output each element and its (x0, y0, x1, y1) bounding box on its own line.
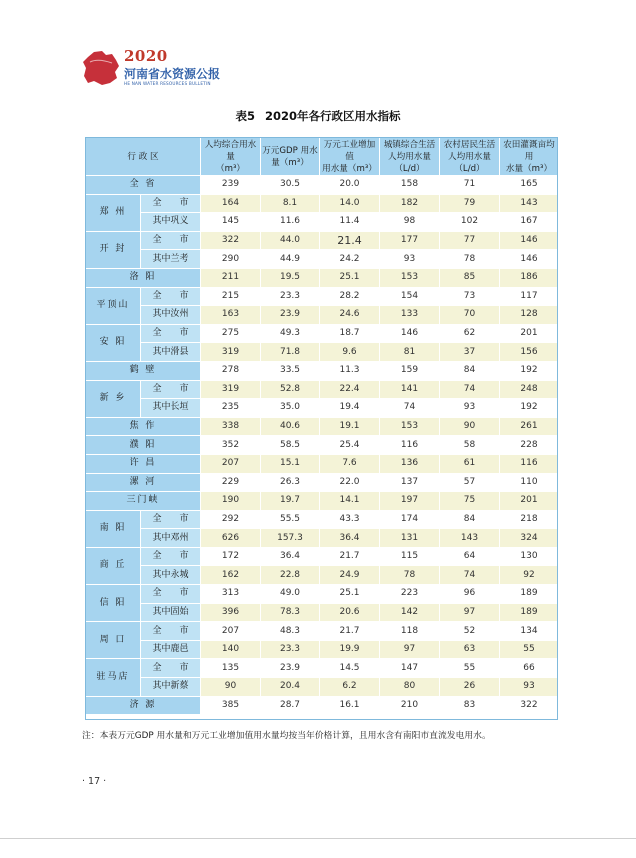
table-row (86, 659, 559, 678)
value-cell: 156 (500, 343, 559, 362)
value-cell: 154 (380, 287, 440, 306)
value-cell: 290 (201, 250, 261, 269)
value-cell: 146 (500, 231, 559, 250)
region-cell: 开 封 (86, 231, 141, 268)
value-cell: 28.2 (320, 287, 380, 306)
value-cell: 21.4 (320, 231, 380, 250)
value-cell: 163 (201, 306, 261, 325)
value-cell: 141 (380, 380, 440, 399)
value-cell: 37 (440, 343, 500, 362)
value-cell: 24.6 (320, 306, 380, 325)
value-cell: 128 (500, 306, 559, 325)
value-cell: 135 (201, 659, 261, 678)
subregion-cell: 全 市 (141, 231, 201, 250)
value-cell: 396 (201, 603, 261, 622)
region-cell: 漯 河 (86, 473, 201, 492)
table-row (86, 547, 559, 566)
value-cell: 58.5 (261, 436, 320, 455)
value-cell: 18.7 (320, 324, 380, 343)
subregion-cell: 其中兰考 (141, 250, 201, 269)
table-row (86, 492, 559, 511)
value-cell: 324 (500, 529, 559, 548)
value-cell: 49.3 (261, 324, 320, 343)
value-cell: 77 (440, 231, 500, 250)
column-header-per-capita: 人均综合用水量 （m³） (201, 138, 261, 176)
subregion-cell: 其中永城 (141, 566, 201, 585)
region-cell: 鹤 壁 (86, 361, 201, 380)
value-cell: 248 (500, 380, 559, 399)
value-cell: 172 (201, 547, 261, 566)
table-row (86, 417, 559, 436)
subregion-cell: 其中滑县 (141, 343, 201, 362)
value-cell: 142 (380, 603, 440, 622)
value-cell: 322 (201, 231, 261, 250)
value-cell: 116 (380, 436, 440, 455)
value-cell: 322 (500, 696, 559, 715)
value-cell: 110 (500, 473, 559, 492)
table-number: 表5 (235, 109, 255, 123)
value-cell: 24.9 (320, 566, 380, 585)
value-cell: 74 (380, 399, 440, 418)
value-cell: 385 (201, 696, 261, 715)
page-bottom-rule (0, 838, 636, 839)
value-cell: 90 (440, 417, 500, 436)
value-cell: 74 (440, 380, 500, 399)
table-row (86, 250, 559, 269)
value-cell: 84 (440, 361, 500, 380)
value-cell: 235 (201, 399, 261, 418)
subregion-cell: 其中鹿邑 (141, 640, 201, 659)
value-cell: 11.6 (261, 213, 320, 232)
value-cell: 58 (440, 436, 500, 455)
value-cell: 90 (201, 678, 261, 697)
value-cell: 61 (440, 454, 500, 473)
value-cell: 25.1 (320, 585, 380, 604)
value-cell: 63 (440, 640, 500, 659)
value-cell: 25.1 (320, 268, 380, 287)
table-row (86, 603, 559, 622)
table-row (86, 361, 559, 380)
value-cell: 210 (380, 696, 440, 715)
table-row (86, 678, 559, 697)
henan-map-logo-icon (82, 50, 120, 86)
subregion-cell: 全 市 (141, 510, 201, 529)
subregion-cell: 全 市 (141, 659, 201, 678)
table-footnote: 注：本表万元GDP 用水量和万元工业增加值用水量均按当年价格计算，且用水含有南阳市直流发电用水。 (82, 731, 491, 741)
table-row (86, 176, 559, 195)
bulletin-year: 2020 (124, 47, 168, 65)
value-cell: 136 (380, 454, 440, 473)
value-cell: 11.3 (320, 361, 380, 380)
table-row (86, 268, 559, 287)
value-cell: 23.9 (261, 306, 320, 325)
value-cell: 192 (500, 399, 559, 418)
region-cell: 许 昌 (86, 454, 201, 473)
value-cell: 20.6 (320, 603, 380, 622)
table-row (86, 566, 559, 585)
table-row (86, 473, 559, 492)
subregion-cell: 全 市 (141, 622, 201, 641)
value-cell: 80 (380, 678, 440, 697)
value-cell: 26 (440, 678, 500, 697)
value-cell: 338 (201, 417, 261, 436)
value-cell: 207 (201, 622, 261, 641)
value-cell: 261 (500, 417, 559, 436)
subregion-cell: 全 市 (141, 547, 201, 566)
value-cell: 21.7 (320, 622, 380, 641)
table-row (86, 324, 559, 343)
value-cell: 24.2 (320, 250, 380, 269)
value-cell: 22.4 (320, 380, 380, 399)
subregion-cell: 其中邓州 (141, 529, 201, 548)
value-cell: 7.6 (320, 454, 380, 473)
value-cell: 40.6 (261, 417, 320, 436)
value-cell: 19.5 (261, 268, 320, 287)
region-cell: 新 乡 (86, 380, 141, 417)
value-cell: 55 (440, 659, 500, 678)
value-cell: 22.8 (261, 566, 320, 585)
page-number: · 17 · (82, 776, 107, 787)
value-cell: 130 (500, 547, 559, 566)
value-cell: 186 (500, 268, 559, 287)
value-cell: 239 (201, 176, 261, 195)
value-cell: 215 (201, 287, 261, 306)
region-cell: 三门峡 (86, 492, 201, 511)
value-cell: 319 (201, 380, 261, 399)
value-cell: 116 (500, 454, 559, 473)
value-cell: 8.1 (261, 194, 320, 213)
value-cell: 26.3 (261, 473, 320, 492)
value-cell: 201 (500, 324, 559, 343)
value-cell: 147 (380, 659, 440, 678)
value-cell: 167 (500, 213, 559, 232)
value-cell: 25.4 (320, 436, 380, 455)
value-cell: 28.7 (261, 696, 320, 715)
value-cell: 52 (440, 622, 500, 641)
subregion-cell: 全 市 (141, 287, 201, 306)
bulletin-brand-english: HE NAN WATER RESOURCES BULLETIN (124, 81, 211, 86)
value-cell: 96 (440, 585, 500, 604)
value-cell: 19.7 (261, 492, 320, 511)
subregion-cell: 全 市 (141, 585, 201, 604)
value-cell: 189 (500, 603, 559, 622)
value-cell: 83 (440, 696, 500, 715)
column-header-gdp: 万元GDP 用水 量（m³） (261, 138, 320, 176)
region-cell: 焦 作 (86, 417, 201, 436)
region-cell: 信 阳 (86, 585, 141, 622)
value-cell: 192 (500, 361, 559, 380)
region-cell: 南 阳 (86, 510, 141, 547)
table-row (86, 510, 559, 529)
value-cell: 43.3 (320, 510, 380, 529)
value-cell: 30.5 (261, 176, 320, 195)
value-cell: 275 (201, 324, 261, 343)
region-cell: 平顶山 (86, 287, 141, 324)
column-header-region: 行 政 区 (86, 138, 201, 176)
region-cell: 洛 阳 (86, 268, 201, 287)
value-cell: 162 (201, 566, 261, 585)
value-cell: 626 (201, 529, 261, 548)
value-cell: 66 (500, 659, 559, 678)
value-cell: 79 (440, 194, 500, 213)
value-cell: 15.1 (261, 454, 320, 473)
value-cell: 131 (380, 529, 440, 548)
value-cell: 14.0 (320, 194, 380, 213)
value-cell: 93 (440, 399, 500, 418)
table-row (86, 380, 559, 399)
value-cell: 11.4 (320, 213, 380, 232)
value-cell: 49.0 (261, 585, 320, 604)
subregion-cell: 其中长垣 (141, 399, 201, 418)
value-cell: 197 (380, 492, 440, 511)
value-cell: 174 (380, 510, 440, 529)
value-cell: 78.3 (261, 603, 320, 622)
table-row (86, 622, 559, 641)
value-cell: 153 (380, 268, 440, 287)
table-row (86, 213, 559, 232)
table-row (86, 640, 559, 659)
value-cell: 98 (380, 213, 440, 232)
value-cell: 223 (380, 585, 440, 604)
value-cell: 70 (440, 306, 500, 325)
table-row (86, 529, 559, 548)
table-row (86, 231, 559, 250)
region-cell: 商 丘 (86, 547, 141, 584)
value-cell: 133 (380, 306, 440, 325)
region-cell: 周 口 (86, 622, 141, 659)
value-cell: 140 (201, 640, 261, 659)
value-cell: 158 (380, 176, 440, 195)
value-cell: 211 (201, 268, 261, 287)
value-cell: 52.8 (261, 380, 320, 399)
subregion-cell: 其中固始 (141, 603, 201, 622)
value-cell: 182 (380, 194, 440, 213)
value-cell: 117 (500, 287, 559, 306)
value-cell: 75 (440, 492, 500, 511)
value-cell: 93 (380, 250, 440, 269)
value-cell: 164 (201, 194, 261, 213)
value-cell: 143 (500, 194, 559, 213)
table-row (86, 399, 559, 418)
column-header-rural-domestic: 农村居民生活 人均用水量（L/d） (440, 138, 500, 176)
value-cell: 20.4 (261, 678, 320, 697)
value-cell: 62 (440, 324, 500, 343)
subregion-cell: 全 市 (141, 194, 201, 213)
subregion-cell: 全 市 (141, 324, 201, 343)
table-row (86, 436, 559, 455)
value-cell: 44.9 (261, 250, 320, 269)
value-cell: 85 (440, 268, 500, 287)
value-cell: 73 (440, 287, 500, 306)
value-cell: 20.0 (320, 176, 380, 195)
value-cell: 16.1 (320, 696, 380, 715)
value-cell: 229 (201, 473, 261, 492)
value-cell: 36.4 (320, 529, 380, 548)
value-cell: 159 (380, 361, 440, 380)
value-cell: 84 (440, 510, 500, 529)
value-cell: 55.5 (261, 510, 320, 529)
region-cell: 驻马店 (86, 659, 141, 696)
value-cell: 177 (380, 231, 440, 250)
value-cell: 102 (440, 213, 500, 232)
bulletin-brand: 河南省水资源公报 (124, 67, 221, 81)
region-cell: 郑 州 (86, 194, 141, 231)
value-cell: 71 (440, 176, 500, 195)
value-cell: 22.0 (320, 473, 380, 492)
value-cell: 55 (500, 640, 559, 659)
value-cell: 14.1 (320, 492, 380, 511)
table-title-text: 2020年各行政区用水指标 (265, 109, 401, 123)
subregion-cell: 其中巩义 (141, 213, 201, 232)
value-cell: 64 (440, 547, 500, 566)
table-row (86, 585, 559, 604)
value-cell: 118 (380, 622, 440, 641)
value-cell: 19.4 (320, 399, 380, 418)
region-cell: 全 省 (86, 176, 201, 195)
value-cell: 97 (380, 640, 440, 659)
value-cell: 78 (380, 566, 440, 585)
value-cell: 74 (440, 566, 500, 585)
value-cell: 44.0 (261, 231, 320, 250)
value-cell: 93 (500, 678, 559, 697)
value-cell: 228 (500, 436, 559, 455)
table-row (86, 287, 559, 306)
value-cell: 115 (380, 547, 440, 566)
value-cell: 153 (380, 417, 440, 436)
subregion-cell: 全 市 (141, 380, 201, 399)
value-cell: 145 (201, 213, 261, 232)
value-cell: 19.1 (320, 417, 380, 436)
column-header-urban-domestic: 城镇综合生活 人均用水量（L/d） (380, 138, 440, 176)
table-title (0, 108, 636, 124)
value-cell: 313 (201, 585, 261, 604)
value-cell: 57 (440, 473, 500, 492)
table-row (86, 343, 559, 362)
value-cell: 278 (201, 361, 261, 380)
value-cell: 78 (440, 250, 500, 269)
value-cell: 319 (201, 343, 261, 362)
bulletin-header (82, 46, 232, 92)
value-cell: 36.4 (261, 547, 320, 566)
value-cell: 165 (500, 176, 559, 195)
value-cell: 146 (500, 250, 559, 269)
value-cell: 201 (500, 492, 559, 511)
value-cell: 190 (201, 492, 261, 511)
value-cell: 292 (201, 510, 261, 529)
value-cell: 33.5 (261, 361, 320, 380)
water-use-indicator-table (85, 137, 559, 715)
value-cell: 6.2 (320, 678, 380, 697)
value-cell: 137 (380, 473, 440, 492)
table-row (86, 306, 559, 325)
value-cell: 9.6 (320, 343, 380, 362)
region-cell: 济 源 (86, 696, 201, 715)
value-cell: 23.9 (261, 659, 320, 678)
value-cell: 146 (380, 324, 440, 343)
value-cell: 71.8 (261, 343, 320, 362)
table-row (86, 194, 559, 213)
value-cell: 35.0 (261, 399, 320, 418)
value-cell: 134 (500, 622, 559, 641)
value-cell: 23.3 (261, 287, 320, 306)
value-cell: 21.7 (320, 547, 380, 566)
value-cell: 207 (201, 454, 261, 473)
value-cell: 14.5 (320, 659, 380, 678)
value-cell: 143 (440, 529, 500, 548)
subregion-cell: 其中新蔡 (141, 678, 201, 697)
value-cell: 92 (500, 566, 559, 585)
value-cell: 23.3 (261, 640, 320, 659)
value-cell: 189 (500, 585, 559, 604)
value-cell: 81 (380, 343, 440, 362)
value-cell: 352 (201, 436, 261, 455)
subregion-cell: 其中汝州 (141, 306, 201, 325)
table-row (86, 696, 559, 715)
value-cell: 218 (500, 510, 559, 529)
value-cell: 97 (440, 603, 500, 622)
value-cell: 48.3 (261, 622, 320, 641)
column-header-industry: 万元工业增加值 用水量（m³） (320, 138, 380, 176)
value-cell: 19.9 (320, 640, 380, 659)
column-header-irrigation: 农田灌溉亩均用 水量（m³） (500, 138, 559, 176)
region-cell: 濮 阳 (86, 436, 201, 455)
region-cell: 安 阳 (86, 324, 141, 361)
table-row (86, 454, 559, 473)
value-cell: 157.3 (261, 529, 320, 548)
